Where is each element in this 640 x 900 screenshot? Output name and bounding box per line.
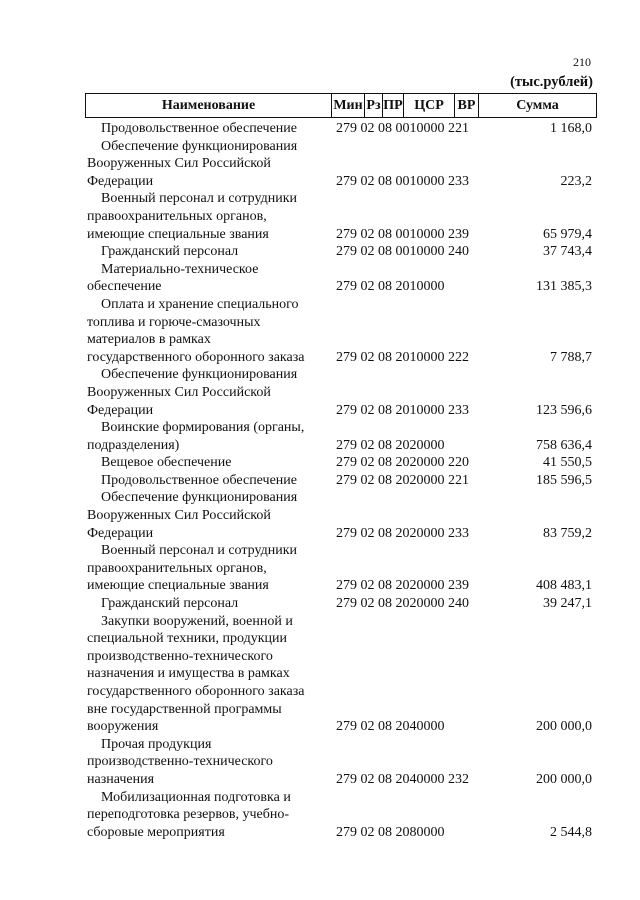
row-codes: 279 02 08 2020000 220 <box>336 455 469 471</box>
row-name <box>87 613 331 736</box>
row-name-line: Гражданский персонал <box>101 244 239 260</box>
row-name <box>87 296 331 366</box>
table-row <box>0 138 640 191</box>
row-codes: 279 02 08 0010000 240 <box>336 244 469 260</box>
row-codes: 279 02 08 0010000 233 <box>336 173 469 189</box>
row-name <box>87 789 331 842</box>
row-name-line: Вооруженных Сил Российской <box>87 384 271 400</box>
row-codes: 279 02 08 2040000 <box>336 719 445 735</box>
table-row <box>0 190 640 243</box>
row-name-line: Закупки вооружений, военной и <box>101 613 293 629</box>
row-amount: 200 000,0 <box>536 719 592 735</box>
row-codes: 279 02 08 2020000 221 <box>336 472 469 488</box>
row-name-line: производственно-технического <box>87 754 273 770</box>
row-name <box>87 261 331 296</box>
row-name-line: Оплата и хранение специального <box>101 296 299 312</box>
row-name <box>87 454 331 472</box>
row-name-line: назначения и имущества в рамках <box>87 666 290 682</box>
row-name <box>87 120 331 138</box>
table-row <box>0 419 640 454</box>
row-name-line: Продовольственное обеспечение <box>101 121 297 136</box>
row-codes: 279 02 08 2020000 240 <box>336 596 469 612</box>
row-amount: 185 596,5 <box>536 472 592 488</box>
row-amount: 131 385,3 <box>536 279 592 295</box>
row-name-line: государственного оборонного заказа <box>87 349 305 365</box>
page-number: 210 <box>573 55 591 69</box>
table-row <box>0 542 640 595</box>
row-codes: 279 02 08 0010000 239 <box>336 226 469 242</box>
row-name-line: Федерации <box>87 402 154 418</box>
row-name <box>87 595 331 613</box>
row-name-line: обеспечение <box>87 279 162 295</box>
table-row <box>0 736 640 789</box>
row-codes: 279 02 08 2010000 <box>336 279 445 295</box>
row-name-line: Обеспечение функционирования <box>101 138 298 154</box>
header-pr: ПР <box>382 94 403 117</box>
row-codes: 279 02 08 2010000 233 <box>336 402 469 418</box>
row-name-line: Материально-техническое <box>101 261 259 277</box>
table-row <box>0 296 640 366</box>
table-row <box>0 243 640 261</box>
row-codes: 279 02 08 2080000 <box>336 824 445 840</box>
row-name-line: государственного оборонного заказа <box>87 684 305 699</box>
row-name-line: переподготовка резервов, учебно- <box>87 807 289 823</box>
header-name: Наименование <box>161 97 256 113</box>
row-name-line: имеющие специальные звания <box>87 226 269 242</box>
row-amount: 223,2 <box>560 173 592 189</box>
row-name-line: специальной техники, продукции <box>87 631 288 647</box>
row-amount: 7 788,7 <box>550 349 592 365</box>
row-name-line: подразделения) <box>87 437 180 453</box>
row-name-line: сборовые мероприятия <box>87 824 225 840</box>
row-amount: 37 743,4 <box>543 244 592 260</box>
row-name-line: имеющие специальные звания <box>87 578 269 594</box>
row-codes: 279 02 08 0010000 221 <box>336 121 469 136</box>
table-header <box>85 93 597 118</box>
row-name-line: Федерации <box>87 525 154 541</box>
row-codes: 279 02 08 2020000 233 <box>336 525 469 541</box>
row-name-line: материалов в рамках <box>87 332 211 348</box>
row-name-line: вне государственной программы <box>87 701 282 717</box>
header-rz: Рз <box>364 94 382 117</box>
row-amount: 65 979,4 <box>543 226 592 242</box>
table-row <box>0 261 640 296</box>
row-name <box>87 542 331 595</box>
unit-label: (тыс.рублей) <box>510 74 593 90</box>
row-name-line: Военный персонал и сотрудники <box>101 191 297 207</box>
row-amount: 408 483,1 <box>536 578 592 594</box>
row-name-line: Гражданский персонал <box>101 596 239 612</box>
row-name <box>87 243 331 261</box>
table-body <box>0 120 640 841</box>
table-row <box>0 472 640 490</box>
row-name-line: назначения <box>87 771 155 787</box>
row-name-line: Вещевое обеспечение <box>101 455 232 471</box>
row-name-line: Вооруженных Сил Российской <box>87 156 271 172</box>
row-amount: 758 636,4 <box>536 437 592 453</box>
row-name <box>87 419 331 454</box>
row-amount: 1 168,0 <box>550 121 592 136</box>
row-name-line: Продовольственное обеспечение <box>101 472 297 488</box>
row-name-line: Федерации <box>87 173 154 189</box>
row-amount: 41 550,5 <box>543 455 592 471</box>
row-name-line: производственно-технического <box>87 648 273 664</box>
row-codes: 279 02 08 2020000 <box>336 437 445 453</box>
row-name <box>87 489 331 542</box>
table-row <box>0 595 640 613</box>
table-row <box>0 366 640 419</box>
row-amount: 83 759,2 <box>543 525 592 541</box>
row-amount: 123 596,6 <box>536 402 592 418</box>
table-row <box>0 489 640 542</box>
header-vr: ВР <box>454 94 478 117</box>
header-min: Мин <box>331 94 364 117</box>
row-name <box>87 736 331 789</box>
row-name-line: топлива и горюче-смазочных <box>87 314 261 330</box>
row-name-line: Воинские формирования (органы, <box>101 420 305 436</box>
table-row <box>0 120 640 138</box>
row-amount: 200 000,0 <box>536 771 592 787</box>
row-codes: 279 02 08 2040000 232 <box>336 771 469 787</box>
row-name-line: Обеспечение функционирования <box>101 367 298 383</box>
row-name <box>87 366 331 419</box>
row-codes: 279 02 08 2010000 222 <box>336 349 469 365</box>
table-row <box>0 789 640 842</box>
header-csr: ЦСР <box>403 94 454 117</box>
row-name-line: Обеспечение функционирования <box>101 490 298 506</box>
row-name-line: Прочая продукция <box>101 736 212 752</box>
header-sum: Сумма <box>478 94 596 117</box>
row-name-line: Мобилизационная подготовка и <box>101 789 291 805</box>
row-codes: 279 02 08 2020000 239 <box>336 578 469 594</box>
table-row <box>0 454 640 472</box>
row-name-line: Военный персонал и сотрудники <box>101 543 297 559</box>
row-name-line: правоохранительных органов, <box>87 560 267 576</box>
table-row <box>0 613 640 736</box>
row-name-line: Вооруженных Сил Российской <box>87 508 271 524</box>
row-amount: 39 247,1 <box>543 596 592 612</box>
row-name <box>87 472 331 490</box>
row-name-line: вооружения <box>87 719 159 735</box>
row-amount: 2 544,8 <box>550 824 592 840</box>
row-name <box>87 138 331 191</box>
row-name <box>87 190 331 243</box>
row-name-line: правоохранительных органов, <box>87 208 267 224</box>
